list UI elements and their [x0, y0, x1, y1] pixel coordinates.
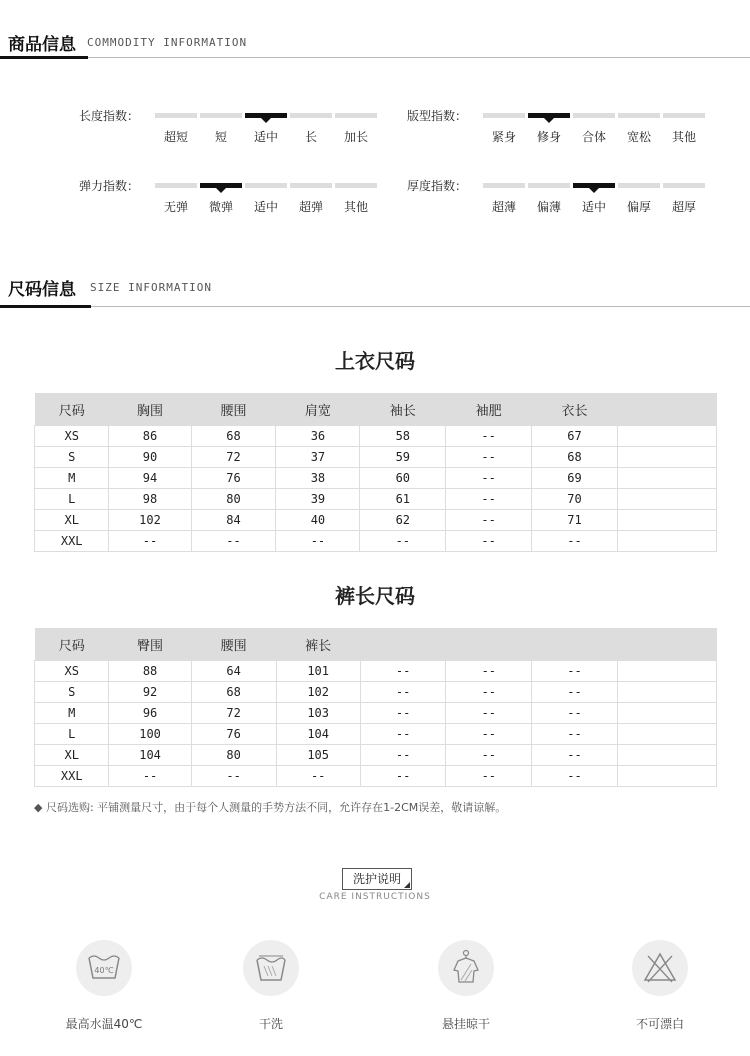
table-cell: 36	[276, 426, 360, 447]
table-cell: --	[532, 703, 618, 724]
index-option: 合体	[581, 130, 606, 144]
table-cell: 104	[109, 745, 191, 766]
index-label: 版型指数：	[407, 109, 468, 123]
section-accent-bar	[0, 56, 88, 59]
table-row	[35, 724, 717, 745]
column-header	[446, 628, 532, 661]
care-subtitle: CARE INSTRUCTIONS	[319, 892, 431, 902]
table-cell: 40	[276, 510, 360, 531]
table-cell: --	[446, 745, 532, 766]
column-header: 腰围	[191, 628, 276, 661]
table-cell: 98	[109, 489, 191, 510]
table-cell: --	[532, 724, 618, 745]
table-cell: --	[532, 531, 618, 552]
dry-clean-icon	[243, 940, 299, 996]
table-cell: --	[109, 531, 191, 552]
table-cell: --	[276, 531, 360, 552]
index-option: 超弹	[298, 200, 323, 214]
table-cell: 88	[109, 661, 191, 682]
table-cell: --	[191, 531, 276, 552]
index-segment	[200, 113, 242, 118]
table-cell	[617, 447, 716, 468]
table-cell: 104	[276, 724, 360, 745]
index-segment	[618, 183, 660, 188]
column-header: 衣长	[532, 393, 618, 426]
table-cell: L	[35, 724, 109, 745]
index-segment	[155, 183, 197, 188]
index-segment	[245, 183, 287, 188]
index-option: 适中	[253, 130, 278, 144]
table-cell: 68	[191, 682, 276, 703]
table-cell: 58	[360, 426, 446, 447]
column-header	[617, 628, 716, 661]
column-header	[532, 628, 618, 661]
table-cell: XXL	[35, 766, 109, 787]
index-segment-selected	[573, 183, 615, 188]
table-cell: --	[276, 766, 360, 787]
table-cell: 90	[109, 447, 191, 468]
index-segment	[483, 113, 525, 118]
size-subtitle: SIZE INFORMATION	[90, 281, 212, 294]
table-cell: --	[532, 745, 618, 766]
index-label: 弹力指数：	[79, 179, 140, 193]
table-cell: --	[446, 531, 532, 552]
table-row	[35, 766, 717, 787]
column-header: 裤长	[276, 628, 360, 661]
care-label: 悬挂晾干	[441, 1017, 490, 1031]
pants-size-table	[34, 628, 717, 787]
table-cell: XL	[35, 510, 109, 531]
table-cell: --	[360, 703, 446, 724]
table-cell: --	[446, 510, 532, 531]
table-cell	[617, 426, 716, 447]
no-bleach-icon	[632, 940, 688, 996]
table-cell: --	[446, 661, 532, 682]
index-option: 微弹	[208, 200, 233, 214]
column-header	[360, 628, 446, 661]
index-segment	[155, 113, 197, 118]
section-divider	[0, 306, 750, 307]
table-cell: --	[360, 661, 446, 682]
table-cell: S	[35, 447, 109, 468]
table-cell: 71	[532, 510, 618, 531]
table-cell: 96	[109, 703, 191, 724]
index-option: 其他	[671, 130, 696, 144]
table-cell: --	[532, 682, 618, 703]
index-option: 超厚	[671, 200, 696, 214]
table-row	[35, 510, 717, 531]
care-item-dry-clean	[211, 940, 331, 1032]
index-segment-selected	[245, 113, 287, 118]
table-cell: 61	[360, 489, 446, 510]
table-cell: --	[360, 766, 446, 787]
table-cell: S	[35, 682, 109, 703]
top-size-title: 上衣尺码	[335, 349, 415, 373]
table-cell: 67	[532, 426, 618, 447]
wash-temp-text: 40℃	[94, 966, 114, 975]
index-label: 长度指数：	[79, 109, 140, 123]
table-cell: 105	[276, 745, 360, 766]
pants-size-title: 裤长尺码	[335, 584, 415, 608]
section-divider	[0, 57, 750, 58]
table-cell: --	[360, 745, 446, 766]
table-row	[35, 447, 717, 468]
top-size-table	[34, 393, 717, 552]
wash-40-icon	[76, 940, 132, 996]
table-cell: --	[532, 766, 618, 787]
index-option: 紧身	[491, 130, 516, 144]
table-cell: --	[446, 426, 532, 447]
table-cell: M	[35, 468, 109, 489]
table-cell: 102	[109, 510, 191, 531]
table-cell: --	[446, 703, 532, 724]
column-header: 袖长	[360, 393, 446, 426]
column-header: 袖肥	[446, 393, 532, 426]
table-cell: L	[35, 489, 109, 510]
column-header: 腰围	[191, 393, 276, 426]
table-cell: 101	[276, 661, 360, 682]
table-cell: --	[446, 724, 532, 745]
table-cell: --	[360, 724, 446, 745]
column-header: 尺码	[35, 393, 109, 426]
table-cell	[617, 724, 716, 745]
index-segment	[483, 183, 525, 188]
table-cell: --	[360, 682, 446, 703]
table-row	[35, 489, 717, 510]
care-item-wash	[44, 940, 164, 1032]
table-cell: 76	[191, 724, 276, 745]
index-option: 超薄	[491, 200, 516, 214]
table-cell: 69	[532, 468, 618, 489]
index-segment	[290, 113, 332, 118]
table-cell: 39	[276, 489, 360, 510]
table-cell: 37	[276, 447, 360, 468]
index-segment	[335, 183, 377, 188]
size-note: ◆ 尺码选购: 平铺测量尺寸，由于每个人测量的手势方法不同，允许存在1-2CM误差，敬请谅解。	[34, 801, 507, 814]
table-cell: 103	[276, 703, 360, 724]
commodity-subtitle: COMMODITY INFORMATION	[87, 36, 248, 49]
index-segment-selected	[528, 113, 570, 118]
table-cell: 94	[109, 468, 191, 489]
table-cell: --	[446, 489, 532, 510]
index-option: 加长	[343, 130, 368, 144]
table-cell: 68	[532, 447, 618, 468]
index-option: 宽松	[626, 130, 651, 144]
table-cell: 86	[109, 426, 191, 447]
section-accent-bar	[0, 305, 91, 308]
table-cell: 84	[191, 510, 276, 531]
table-cell	[617, 682, 716, 703]
table-cell: 68	[191, 426, 276, 447]
index-option: 超短	[163, 130, 188, 144]
index-option: 适中	[253, 200, 278, 214]
index-segment	[663, 183, 705, 188]
table-cell: 72	[191, 703, 276, 724]
care-label: 不可漂白	[635, 1017, 684, 1031]
index-option: 适中	[581, 200, 606, 214]
table-cell	[617, 745, 716, 766]
column-header	[617, 393, 716, 426]
table-cell: --	[109, 766, 191, 787]
index-option: 长	[304, 130, 317, 144]
table-cell: 76	[191, 468, 276, 489]
table-cell	[617, 510, 716, 531]
table-cell: M	[35, 703, 109, 724]
table-cell	[617, 661, 716, 682]
table-cell: 80	[191, 745, 276, 766]
table-cell: 62	[360, 510, 446, 531]
table-cell: --	[360, 531, 446, 552]
care-label: 干洗	[258, 1017, 283, 1031]
table-row	[35, 682, 717, 703]
index-option: 偏厚	[626, 200, 651, 214]
table-cell: 92	[109, 682, 191, 703]
table-cell: XL	[35, 745, 109, 766]
commodity-section-header	[0, 30, 750, 70]
table-row	[35, 468, 717, 489]
table-cell	[617, 766, 716, 787]
table-cell: --	[446, 447, 532, 468]
commodity-title: 商品信息	[8, 35, 76, 55]
table-cell	[617, 703, 716, 724]
index-option: 修身	[536, 130, 561, 144]
care-item-no-bleach	[600, 940, 720, 1032]
table-cell: 102	[276, 682, 360, 703]
table-row	[35, 531, 717, 552]
hang-dry-icon	[438, 940, 494, 996]
size-title: 尺码信息	[8, 280, 76, 300]
table-cell: --	[446, 766, 532, 787]
table-cell	[617, 489, 716, 510]
table-cell: 59	[360, 447, 446, 468]
index-option: 偏薄	[536, 200, 561, 214]
table-cell: --	[532, 661, 618, 682]
table-cell: --	[446, 468, 532, 489]
table-cell	[617, 531, 716, 552]
size-section-header	[0, 275, 750, 315]
table-cell: 80	[191, 489, 276, 510]
index-label: 厚度指数：	[407, 179, 468, 193]
table-cell: XXL	[35, 531, 109, 552]
care-title: 洗护说明	[342, 868, 412, 890]
table-cell: XS	[35, 661, 109, 682]
table-row	[35, 426, 717, 447]
table-cell	[617, 468, 716, 489]
care-label: 最高水温40℃	[65, 1017, 143, 1031]
column-header: 尺码	[35, 628, 109, 661]
table-cell: 60	[360, 468, 446, 489]
table-cell: 38	[276, 468, 360, 489]
care-item-hang-dry	[406, 940, 526, 1032]
table-cell: 64	[191, 661, 276, 682]
index-option: 短	[214, 130, 227, 144]
index-segment	[528, 183, 570, 188]
column-header: 胸围	[109, 393, 191, 426]
table-cell: --	[191, 766, 276, 787]
table-row	[35, 703, 717, 724]
table-cell: --	[446, 682, 532, 703]
index-option: 无弹	[163, 200, 188, 214]
index-segment	[573, 113, 615, 118]
index-segment	[290, 183, 332, 188]
table-cell: 100	[109, 724, 191, 745]
index-segment	[618, 113, 660, 118]
index-segment	[663, 113, 705, 118]
table-row	[35, 745, 717, 766]
table-cell: 72	[191, 447, 276, 468]
index-segment	[335, 113, 377, 118]
index-segment-selected	[200, 183, 242, 188]
column-header: 臀围	[109, 628, 191, 661]
index-option: 其他	[343, 200, 368, 214]
table-row	[35, 661, 717, 682]
table-cell: XS	[35, 426, 109, 447]
table-cell: 70	[532, 489, 618, 510]
column-header: 肩宽	[276, 393, 360, 426]
